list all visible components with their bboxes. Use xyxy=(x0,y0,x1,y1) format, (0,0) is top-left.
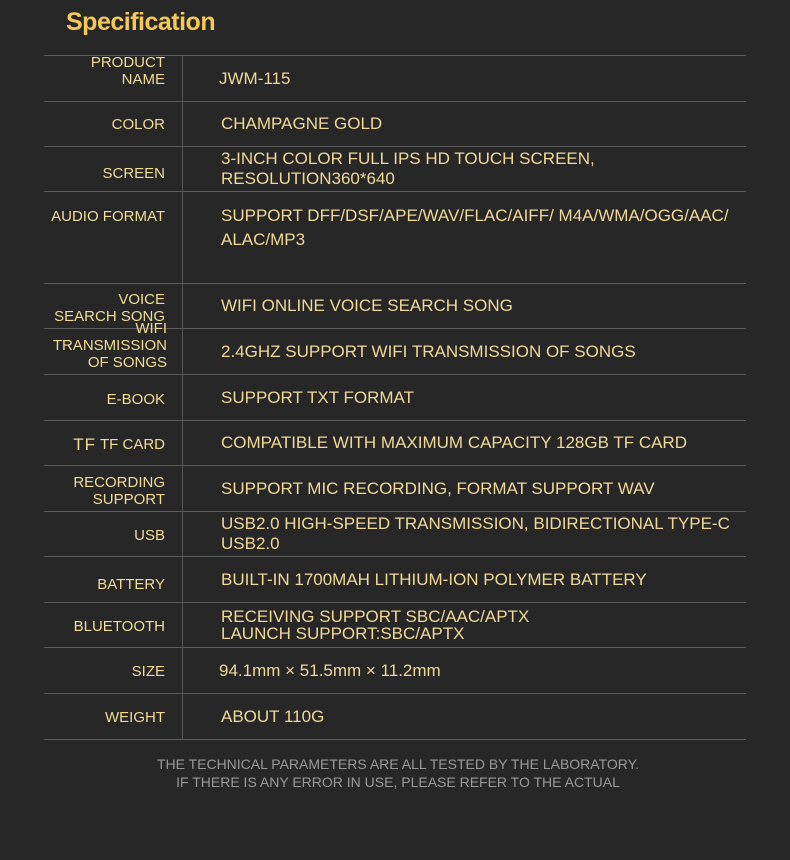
spec-row-usb xyxy=(44,512,746,557)
spec-table xyxy=(44,55,746,740)
spec-value: 94.1mm × 51.5mm × 11.2mm xyxy=(219,660,441,680)
spec-value: RECEIVING SUPPORT SBC/AAC/APTX LAUNCH SUPPORT:SBC/APTX xyxy=(221,607,530,643)
footer-line-2: IF THERE IS ANY ERROR IN USE, PLEASE REFER TO THE ACTUAL xyxy=(176,774,620,790)
spec-label: COLOR xyxy=(44,102,183,146)
spec-row-size xyxy=(44,648,746,694)
spec-value: SUPPORT MIC RECORDING, FORMAT SUPPORT WAV xyxy=(221,478,655,498)
spec-row-battery xyxy=(44,557,746,603)
spec-label: WIFI TRANSMISSION OF SONGS xyxy=(44,329,183,374)
spec-row-e-book xyxy=(44,375,746,421)
spec-label: BLUETOOTH xyxy=(44,603,183,647)
spec-row-audio-format xyxy=(44,192,746,284)
spec-value: ABOUT 110G xyxy=(221,706,325,726)
spec-label: PRODUCT NAME xyxy=(44,56,183,101)
spec-value: WIFI ONLINE VOICE SEARCH SONG xyxy=(221,296,513,315)
spec-label: TF TF CARD xyxy=(44,421,183,465)
spec-row-product-name xyxy=(44,56,746,102)
spec-row-tf-card xyxy=(44,421,746,466)
spec-value: JWM-115 xyxy=(219,68,291,88)
footer-line-1: THE TECHNICAL PARAMETERS ARE ALL TESTED BY THE LABORATORY. xyxy=(156,756,640,772)
footer-note xyxy=(0,755,790,791)
spec-value: SUPPORT TXT FORMAT xyxy=(221,387,415,407)
spec-value: USB2.0 HIGH-SPEED TRANSMISSION, BIDIRECTIONAL TYPE-C USB2.0 xyxy=(221,514,730,553)
spec-row-screen xyxy=(44,147,746,192)
page-title: Specification xyxy=(66,8,216,36)
spec-label: WEIGHT xyxy=(44,694,183,739)
spec-label: VOICE SEARCH SONG xyxy=(44,284,183,328)
spec-row-recording xyxy=(44,466,746,512)
spec-row-color xyxy=(44,102,746,147)
spec-label: BATTERY xyxy=(44,557,183,602)
tf-card-icon: TF xyxy=(73,435,96,454)
spec-value: COMPATIBLE WITH MAXIMUM CAPACITY 128GB TF CARD xyxy=(221,433,687,452)
spec-label: SCREEN xyxy=(44,147,183,191)
spec-row-wifi-transmission xyxy=(44,320,746,375)
spec-value: CHAMPAGNE GOLD xyxy=(221,114,383,133)
spec-label: AUDIO FORMAT xyxy=(44,192,183,283)
spec-value: 2.4GHZ SUPPORT WIFI TRANSMISSION OF SONGS xyxy=(221,341,636,361)
spec-value: SUPPORT DFF/DSF/APE/WAV/FLAC/AIFF/ M4A/WMA/OGG/AAC/ ALAC/MP3 xyxy=(221,206,729,249)
spec-label: SIZE xyxy=(44,648,183,693)
spec-row-weight xyxy=(44,694,746,740)
spec-row-bluetooth xyxy=(44,603,746,648)
spec-label: USB xyxy=(44,512,183,556)
spec-value: 3-INCH COLOR FULL IPS HD TOUCH SCREEN, RESOLUTION360*640 xyxy=(221,149,595,188)
spec-label: E-BOOK xyxy=(44,375,183,420)
spec-label: RECORDING SUPPORT xyxy=(44,466,183,511)
spec-value: BUILT-IN 1700MAH LITHIUM-ION POLYMER BATTERY xyxy=(221,569,647,589)
